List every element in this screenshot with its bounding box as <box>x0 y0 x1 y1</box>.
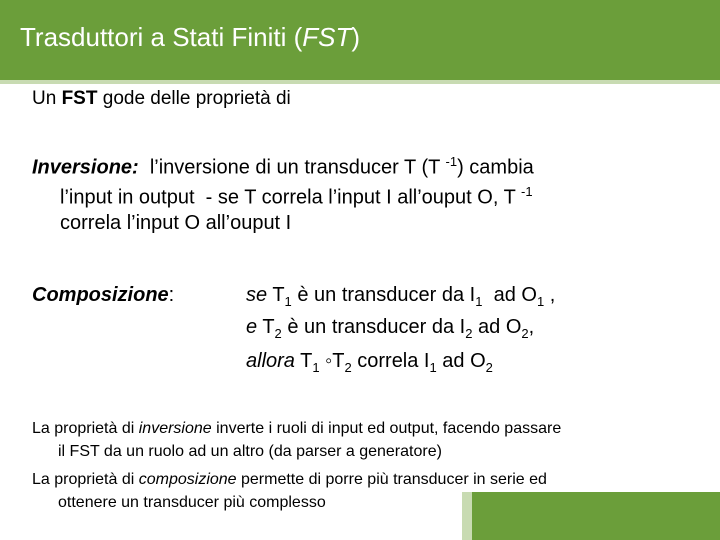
footer-accent-light <box>462 492 472 540</box>
slide-title: Trasduttori a Stati Finiti (FST) <box>20 22 361 52</box>
title-divider-light <box>0 80 720 84</box>
inversione-line-1: Inversione: l’inversione di un transducer T (T $^{-1}$) cambia <box>32 154 534 179</box>
composizione-label: Composizione: <box>32 284 175 306</box>
inversione-line-3: correla l’input O all’ouput I <box>60 212 292 234</box>
note-composizione-line-2: ottenere un transducer più complesso <box>58 494 326 511</box>
inversione-line-2: l’input in output - se T correla l’input I all’ouput O, T $^{-1}$ <box>60 184 533 209</box>
note-composizione-line-1: La proprietà di composizione permette di porre più transducer in serie ed <box>32 471 547 488</box>
note-inversione-line-2: il FST da un ruolo ad un altro (da parser a generatore) <box>58 443 442 460</box>
composizione-line-3: allora $T_1$ $◦T_2$ correla $I_1$ ad $O_2$ <box>246 350 493 375</box>
footer-accent-block <box>472 492 720 540</box>
note-inversione-line-1: La proprietà di inversione inverte i ruoli di input ed output, facendo passare <box>32 420 562 437</box>
composizione-line-1: se $T_1$ è un transducer da $I_1$ ad $O_1$ , <box>246 284 556 309</box>
composizione-line-2: e $T_2$ è un transducer da $I_2$ ad $O_2$, <box>246 316 535 341</box>
intro-line: Un FST gode delle proprietà di <box>32 88 291 109</box>
